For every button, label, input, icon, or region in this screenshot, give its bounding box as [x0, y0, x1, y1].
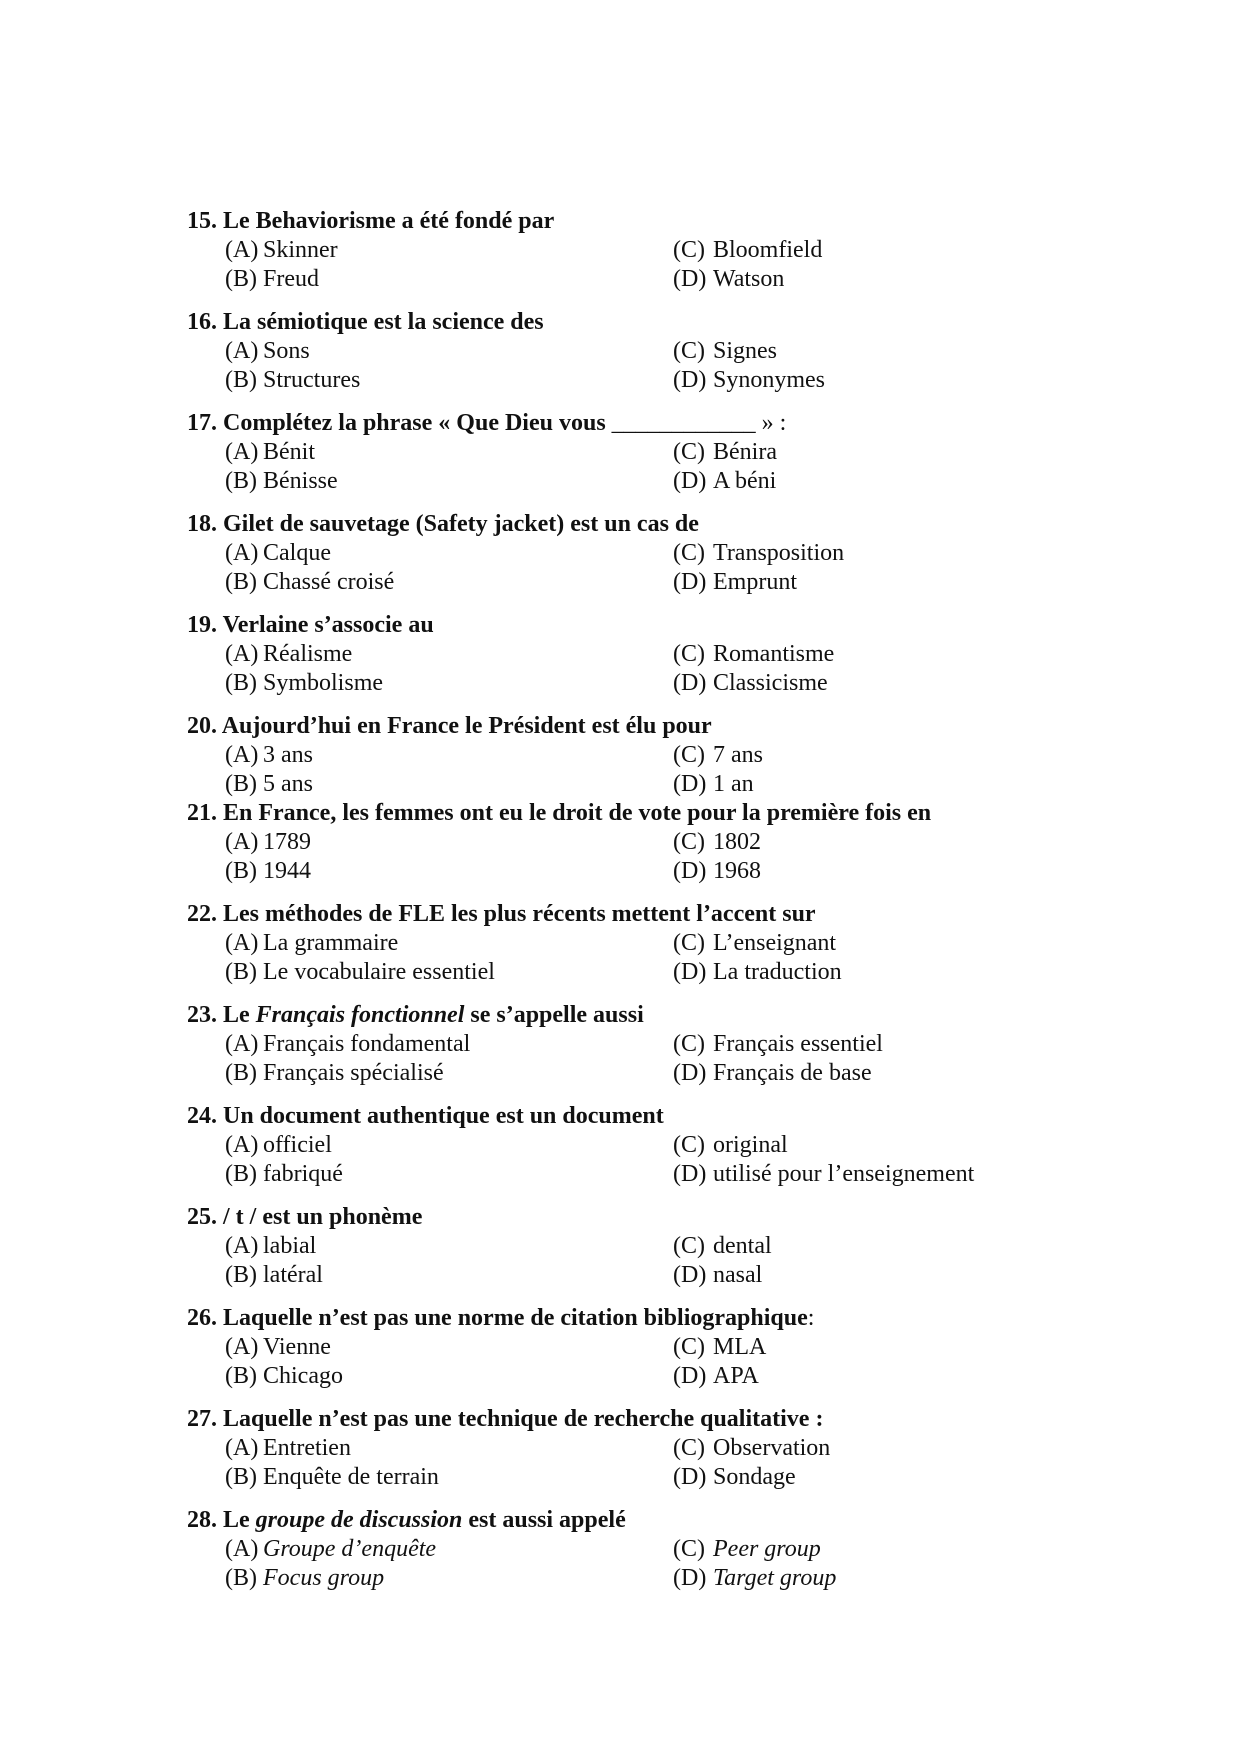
- option-text: dental: [713, 1233, 772, 1259]
- option-text: 1968: [713, 858, 761, 884]
- option-d: [673, 770, 754, 799]
- question-20: [187, 712, 1067, 799]
- option-letter: (B): [225, 1161, 257, 1187]
- question-17: [187, 409, 1067, 496]
- option-text: Signes: [713, 338, 778, 364]
- option-d: [673, 265, 784, 294]
- option-text: Vienne: [263, 1334, 331, 1360]
- option-a: [225, 236, 338, 265]
- option-text: 7 ans: [713, 742, 763, 768]
- option-text: Classicisme: [713, 670, 828, 696]
- option-text: Transposition: [713, 540, 845, 566]
- option-a: [225, 1030, 470, 1059]
- option-text: APA: [713, 1363, 759, 1389]
- option-letter: (D): [673, 1464, 707, 1490]
- option-b: [225, 1059, 444, 1088]
- option-text: Français essentiel: [713, 1031, 883, 1057]
- option-b: [225, 770, 313, 799]
- option-d: [673, 857, 761, 886]
- option-letter: (C): [673, 237, 705, 263]
- option-letter: (D): [673, 670, 707, 696]
- option-row: [187, 958, 1067, 987]
- option-letter: (C): [673, 742, 705, 768]
- option-letter: (C): [673, 439, 705, 465]
- option-b: [225, 958, 495, 987]
- option-letter: (B): [225, 959, 257, 985]
- option-d: [673, 1261, 762, 1290]
- option-row: [187, 1131, 1067, 1160]
- option-c: [673, 1232, 772, 1261]
- question-number: 25.: [187, 1204, 217, 1230]
- option-letter: (C): [673, 829, 705, 855]
- option-letter: (C): [673, 930, 705, 956]
- question-colon: :: [807, 1305, 815, 1331]
- question-number: 16.: [187, 309, 217, 335]
- option-letter: (D): [673, 1161, 707, 1187]
- option-a: [225, 337, 310, 366]
- option-row: [187, 669, 1067, 698]
- option-letter: (C): [673, 338, 705, 364]
- option-text: Chicago: [263, 1363, 343, 1389]
- option-letter: (D): [673, 959, 707, 985]
- option-text: L’enseignant: [713, 930, 837, 956]
- option-text: Romantisme: [713, 641, 835, 667]
- option-a: [225, 1434, 351, 1463]
- option-text: Bénisse: [263, 468, 338, 494]
- option-text: MLA: [713, 1334, 767, 1360]
- option-letter: (C): [673, 540, 705, 566]
- option-text: Entretien: [263, 1435, 351, 1461]
- option-text: Structures: [263, 367, 361, 393]
- question-text: Laquelle n’est pas une norme de citation bibliographique: [223, 1305, 808, 1331]
- question-text-italic: Français fonctionnel: [255, 1002, 465, 1028]
- question-title: [187, 1405, 1067, 1434]
- option-text: fabriqué: [263, 1161, 343, 1187]
- question-text: La sémiotique est la science des: [223, 309, 544, 335]
- option-letter: (C): [673, 1031, 705, 1057]
- option-text: Synonymes: [713, 367, 826, 393]
- option-letter: (B): [225, 367, 257, 393]
- question-text: En France, les femmes ont eu le droit de vote pour la première fois en: [223, 800, 932, 826]
- option-row: [187, 568, 1067, 597]
- question-title: [187, 900, 1067, 929]
- option-letter: (B): [225, 771, 257, 797]
- option-row: [187, 640, 1067, 669]
- option-letter: (D): [673, 1060, 707, 1086]
- option-a: [225, 1131, 332, 1160]
- option-text: Français de base: [713, 1060, 872, 1086]
- question-title: [187, 1304, 1067, 1333]
- question-title: [187, 611, 1067, 640]
- option-b: [225, 669, 383, 698]
- question-21: [187, 799, 1067, 886]
- option-letter: (B): [225, 468, 257, 494]
- option-letter: (D): [673, 858, 707, 884]
- option-c: [673, 1333, 766, 1362]
- question-text: / t / est un phonème: [223, 1204, 423, 1230]
- option-row: [187, 337, 1067, 366]
- option-letter: (D): [673, 1565, 707, 1591]
- question-number: 15.: [187, 208, 217, 234]
- option-d: [673, 1160, 974, 1189]
- option-text: Watson: [713, 266, 785, 292]
- option-letter: (D): [673, 1262, 707, 1288]
- option-letter: (C): [673, 641, 705, 667]
- question-16: [187, 308, 1067, 395]
- question-text: Verlaine s’associe au: [222, 612, 434, 638]
- option-letter: (A): [225, 1536, 259, 1562]
- option-d: [673, 1059, 872, 1088]
- option-row: [187, 438, 1067, 467]
- option-a: [225, 929, 398, 958]
- question-number: 24.: [187, 1103, 217, 1129]
- option-letter: (A): [225, 1132, 259, 1158]
- question-text: Les méthodes de FLE les plus récents mettent l’accent sur: [223, 901, 816, 927]
- option-row: [187, 1434, 1067, 1463]
- option-c: [673, 828, 761, 857]
- question-number: 26.: [187, 1305, 217, 1331]
- option-d: [673, 1564, 836, 1593]
- option-row: [187, 1362, 1067, 1391]
- option-b: [225, 1564, 384, 1593]
- question-number: 21.: [187, 800, 217, 826]
- question-text-after: est aussi appelé: [468, 1507, 626, 1533]
- option-b: [225, 568, 394, 597]
- option-letter: (A): [225, 439, 259, 465]
- option-letter: (A): [225, 1233, 259, 1259]
- question-text: Le Behaviorisme a été fondé par: [223, 208, 555, 234]
- option-text: Observation: [713, 1435, 831, 1461]
- option-letter: (D): [673, 266, 707, 292]
- option-text: Target group: [713, 1565, 837, 1591]
- question-title: [187, 712, 1067, 741]
- option-text: La grammaire: [263, 930, 399, 956]
- option-letter: (B): [225, 1363, 257, 1389]
- option-c: [673, 337, 777, 366]
- question-number: 18.: [187, 511, 217, 537]
- question-18: [187, 510, 1067, 597]
- option-b: [225, 1261, 323, 1290]
- option-text: Bénira: [713, 439, 777, 465]
- option-a: [225, 1535, 436, 1564]
- option-letter: (D): [673, 367, 707, 393]
- question-title: [187, 308, 1067, 337]
- option-letter: (C): [673, 1536, 705, 1562]
- option-a: [225, 828, 311, 857]
- question-title: [187, 207, 1067, 236]
- option-text: Bloomfield: [713, 237, 823, 263]
- question-text-italic: groupe de discussion: [255, 1507, 463, 1533]
- question-19: [187, 611, 1067, 698]
- option-letter: (A): [225, 742, 259, 768]
- question-text-before: Le: [223, 1507, 250, 1533]
- question-number: 23.: [187, 1002, 217, 1028]
- question-15: [187, 207, 1067, 294]
- option-text: 1 an: [713, 771, 754, 797]
- option-text: Bénit: [263, 439, 315, 465]
- option-letter: (A): [225, 237, 259, 263]
- option-letter: (B): [225, 1060, 257, 1086]
- question-22: [187, 900, 1067, 987]
- option-text: Enquête de terrain: [263, 1464, 439, 1490]
- option-c: [673, 741, 763, 770]
- option-text: original: [713, 1132, 788, 1158]
- question-24: [187, 1102, 1067, 1189]
- option-a: [225, 539, 331, 568]
- option-text: Freud: [263, 266, 319, 292]
- option-text: La traduction: [713, 959, 842, 985]
- option-d: [673, 1362, 759, 1391]
- option-row: [187, 1232, 1067, 1261]
- option-d: [673, 669, 828, 698]
- question-text: Gilet de sauvetage (Safety jacket) est un cas de: [223, 511, 699, 537]
- option-c: [673, 1535, 821, 1564]
- option-letter: (A): [225, 1435, 259, 1461]
- option-text: Réalisme: [263, 641, 353, 667]
- option-letter: (A): [225, 1031, 259, 1057]
- option-text: 1802: [713, 829, 761, 855]
- option-b: [225, 467, 338, 496]
- option-letter: (A): [225, 930, 259, 956]
- option-letter: (C): [673, 1132, 705, 1158]
- option-c: [673, 1131, 788, 1160]
- option-text: 5 ans: [263, 771, 313, 797]
- option-text: 1944: [263, 858, 311, 884]
- question-number: 17.: [187, 410, 217, 436]
- option-text: Français fondamental: [263, 1031, 471, 1057]
- option-text: Calque: [263, 540, 331, 566]
- question-23: [187, 1001, 1067, 1088]
- option-b: [225, 857, 311, 886]
- option-text: A béni: [713, 468, 777, 494]
- option-a: [225, 438, 315, 467]
- option-text: officiel: [263, 1132, 332, 1158]
- option-b: [225, 366, 360, 395]
- option-row: [187, 1333, 1067, 1362]
- question-text: Laquelle n’est pas une technique de recherche qualitative :: [223, 1406, 824, 1432]
- option-letter: (B): [225, 670, 257, 696]
- option-c: [673, 1030, 883, 1059]
- option-row: [187, 1160, 1067, 1189]
- option-text: labial: [263, 1233, 317, 1259]
- option-row: [187, 265, 1067, 294]
- option-text: 3 ans: [263, 742, 313, 768]
- option-text: Symbolisme: [263, 670, 384, 696]
- option-row: [187, 1030, 1067, 1059]
- option-c: [673, 539, 844, 568]
- option-text: Focus group: [263, 1565, 385, 1591]
- question-number: 19.: [187, 612, 217, 638]
- option-row: [187, 1463, 1067, 1492]
- option-text: Sons: [263, 338, 310, 364]
- option-letter: (B): [225, 1262, 257, 1288]
- question-title: [187, 1102, 1067, 1131]
- option-text: latéral: [263, 1262, 323, 1288]
- option-row: [187, 857, 1067, 886]
- option-text: Emprunt: [713, 569, 797, 595]
- option-letter: (D): [673, 1363, 707, 1389]
- option-letter: (A): [225, 338, 259, 364]
- option-row: [187, 929, 1067, 958]
- option-letter: (D): [673, 771, 707, 797]
- option-text: Chassé croisé: [263, 569, 395, 595]
- option-row: [187, 741, 1067, 770]
- option-row: [187, 828, 1067, 857]
- question-27: [187, 1405, 1067, 1492]
- question-title: [187, 510, 1067, 539]
- question-title: [187, 1203, 1067, 1232]
- option-text: utilisé pour l’enseignement: [713, 1161, 975, 1187]
- option-c: [673, 929, 836, 958]
- option-c: [673, 1434, 830, 1463]
- question-number: 28.: [187, 1507, 217, 1533]
- option-b: [225, 1362, 343, 1391]
- option-letter: (A): [225, 641, 259, 667]
- question-title: [187, 1001, 1067, 1030]
- option-row: [187, 467, 1067, 496]
- question-title: [187, 1506, 1067, 1535]
- option-d: [673, 958, 842, 987]
- question-text: Un document authentique est un document: [223, 1103, 664, 1129]
- option-text: Sondage: [713, 1464, 796, 1490]
- option-d: [673, 366, 825, 395]
- option-b: [225, 1463, 439, 1492]
- option-letter: (C): [673, 1233, 705, 1259]
- option-a: [225, 640, 352, 669]
- option-letter: (A): [225, 540, 259, 566]
- question-number: 27.: [187, 1406, 217, 1432]
- option-letter: (C): [673, 1435, 705, 1461]
- option-d: [673, 568, 797, 597]
- option-letter: (B): [225, 858, 257, 884]
- question-text: Aujourd’hui en France le Président est élu pour: [221, 713, 712, 739]
- option-a: [225, 741, 313, 770]
- option-text: Français spécialisé: [263, 1060, 444, 1086]
- option-c: [673, 236, 822, 265]
- option-letter: (B): [225, 1464, 257, 1490]
- option-row: [187, 236, 1067, 265]
- option-letter: (D): [673, 569, 707, 595]
- option-c: [673, 438, 777, 467]
- option-row: [187, 366, 1067, 395]
- option-letter: (A): [225, 829, 259, 855]
- option-a: [225, 1232, 316, 1261]
- question-number: 20.: [187, 713, 217, 739]
- blank-line: ____________ » :: [611, 410, 787, 436]
- option-row: [187, 770, 1067, 799]
- question-text-after: se s’appelle aussi: [470, 1002, 644, 1028]
- option-row: [187, 1059, 1067, 1088]
- option-a: [225, 1333, 331, 1362]
- question-text: Complétez la phrase « Que Dieu vous: [223, 410, 606, 436]
- question-28: [187, 1506, 1067, 1593]
- option-text: nasal: [713, 1262, 763, 1288]
- question-26: [187, 1304, 1067, 1391]
- question-number: 22.: [187, 901, 217, 927]
- option-text: Peer group: [713, 1536, 821, 1562]
- option-row: [187, 1535, 1067, 1564]
- option-text: Groupe d’enquête: [263, 1536, 437, 1562]
- option-text: 1789: [263, 829, 311, 855]
- option-letter: (D): [673, 468, 707, 494]
- option-row: [187, 539, 1067, 568]
- option-text: Skinner: [263, 237, 338, 263]
- question-25: [187, 1203, 1067, 1290]
- question-text-before: Le: [223, 1002, 250, 1028]
- option-row: [187, 1564, 1067, 1593]
- option-c: [673, 640, 834, 669]
- question-title: [187, 799, 1067, 828]
- option-b: [225, 1160, 343, 1189]
- option-letter: (C): [673, 1334, 705, 1360]
- option-letter: (B): [225, 569, 257, 595]
- option-d: [673, 467, 776, 496]
- option-text: Le vocabulaire essentiel: [263, 959, 495, 985]
- option-d: [673, 1463, 796, 1492]
- option-b: [225, 265, 319, 294]
- question-list: [187, 207, 1067, 1593]
- option-letter: (A): [225, 1334, 259, 1360]
- option-row: [187, 1261, 1067, 1290]
- option-letter: (B): [225, 1565, 257, 1591]
- question-title: [187, 409, 1067, 438]
- option-letter: (B): [225, 266, 257, 292]
